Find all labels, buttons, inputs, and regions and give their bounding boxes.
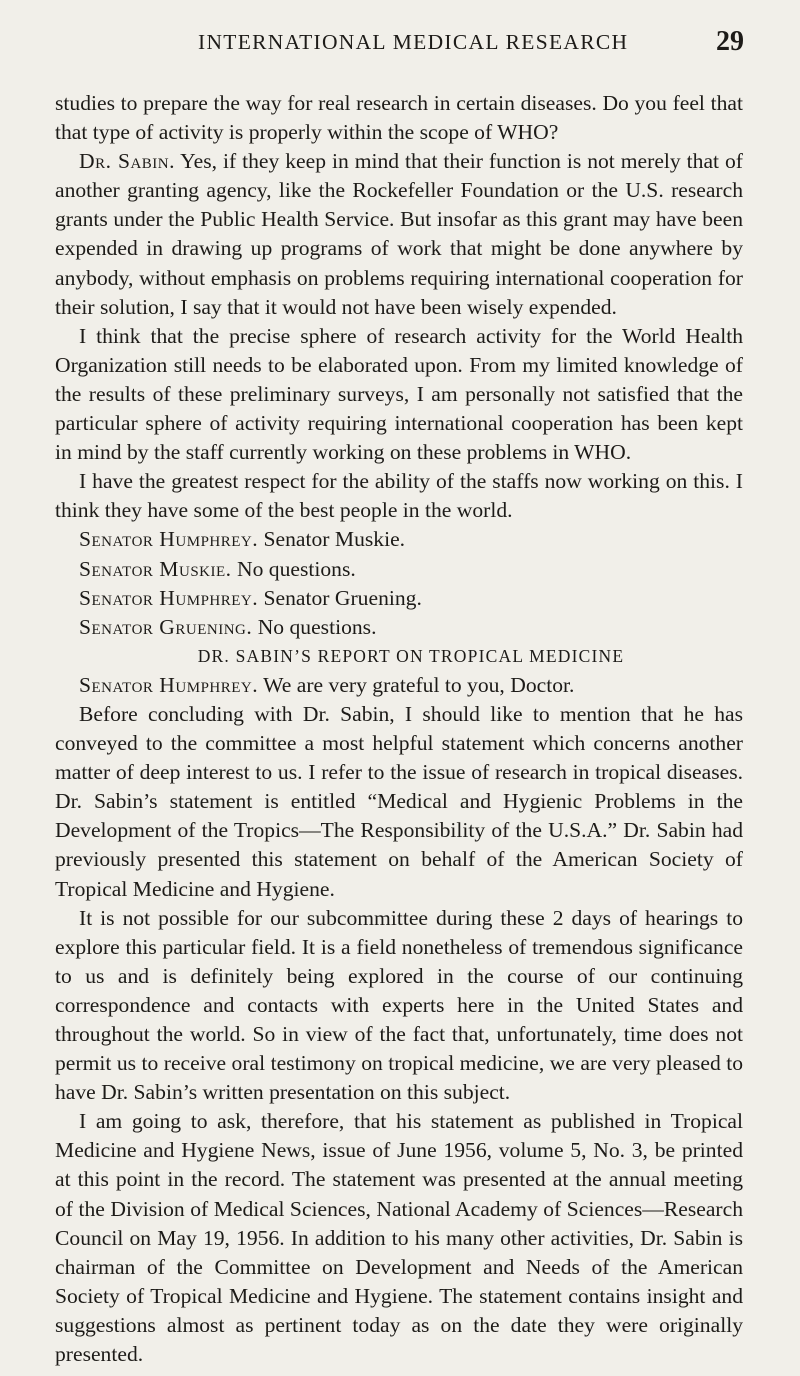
paragraph-4: I have the greatest respect for the ability of the staffs now working on this. I think they have some of the best people in the world.	[55, 469, 743, 523]
speaker-name: Senator Gruening.	[79, 614, 253, 639]
paragraph-1: studies to prepare the way for real research in certain diseases. Do you feel that that type of activity is properly within the scope of WHO?	[55, 91, 743, 145]
speech-text: We are very grateful to you, Doctor.	[258, 672, 575, 697]
paragraph-2	[55, 147, 743, 322]
paragraph-10: Before concluding with Dr. Sabin, I should like to mention that he has conveyed to the committee a most helpful statement which concerns another matter of deep interest to us. I refer to the issue of research in tropical diseases. Dr. Sabin’s statement is entitled “Medical and Hygienic Problems in the Development of the Tropics—The Responsibility of the U.S.A.” Dr. Sabin had previously presented this statement on behalf of the American Society of Tropical Medicine and Hygiene.	[55, 701, 743, 901]
paragraph-3: I think that the precise sphere of research activity for the World Health Organization still needs to be elaborated upon. From my limited knowledge of the results of these preliminary surveys, I am personally not satisfied that the particular sphere of activity requiring international cooperation has been kept in mind by the staff currently working on these problems in WHO.	[55, 323, 743, 465]
page-number: 29	[716, 26, 744, 57]
page-body	[55, 89, 743, 1369]
paragraph-8	[55, 613, 743, 642]
speaker-name: Senator Humphrey.	[79, 585, 259, 610]
speaker-name: Senator Muskie.	[79, 556, 232, 581]
speech-text: No questions.	[231, 556, 356, 581]
speaker-name: Senator Humphrey.	[79, 672, 259, 697]
speech-text: Senator Gruening.	[258, 585, 422, 610]
paragraph-9	[55, 671, 743, 700]
paragraph-11: It is not possible for our subcommittee during these 2 days of hearings to explore this particular field. It is a field nonetheless of tremendous significance to us and is definitely being explored in the course of our continuing correspondence and contacts with experts here in the United States and throughout the world. So in view of the fact that, unfortunately, time does not permit us to receive oral testimony on tropical medicine, we are very pleased to have Dr. Sabin’s written presentation on this subject.	[55, 905, 743, 1105]
paragraph-6	[55, 555, 743, 584]
speech-text: No questions.	[252, 614, 377, 639]
paragraph-5	[55, 525, 743, 554]
paragraph-7	[55, 584, 743, 613]
page-header	[0, 26, 800, 66]
speech-text: Senator Muskie.	[258, 527, 406, 552]
section-heading: DR. SABIN’S REPORT ON TROPICAL MEDICINE	[197, 645, 625, 666]
paragraph-12: I am going to ask, therefore, that his statement as published in Tropical Medicine and Hygiene News, issue of June 1956, volume 5, No. 3, be printed at this point in the record. The statement was presented at the annual meeting of the Division of Medical Sciences, National Academy of Sciences—Research Council on May 19, 1956. In addition to his many other activities, Dr. Sabin is chairman of the Committee on Development and Needs of the American Society of Tropical Medicine and Hygiene. The statement contains insight and suggestions almost as pertinent today as on the date they were originally presented.	[55, 1109, 743, 1367]
speaker-name: Dr. Sabin.	[79, 149, 176, 174]
speaker-name: Senator Humphrey.	[79, 527, 259, 552]
speech-text: Yes, if they keep in mind that their function is not merely that of another granting agency, like the Rockefeller Foundation or the U.S. research grants under the Public Health Service. But insofar as this grant may have been expended in drawing up programs of work that might be done anywhere by anybody, without emphasis on problems requiring international cooperation for their solution, I say that it would not have been wisely expended.	[55, 149, 743, 319]
running-head: INTERNATIONAL MEDICAL RESEARCH	[198, 30, 629, 54]
